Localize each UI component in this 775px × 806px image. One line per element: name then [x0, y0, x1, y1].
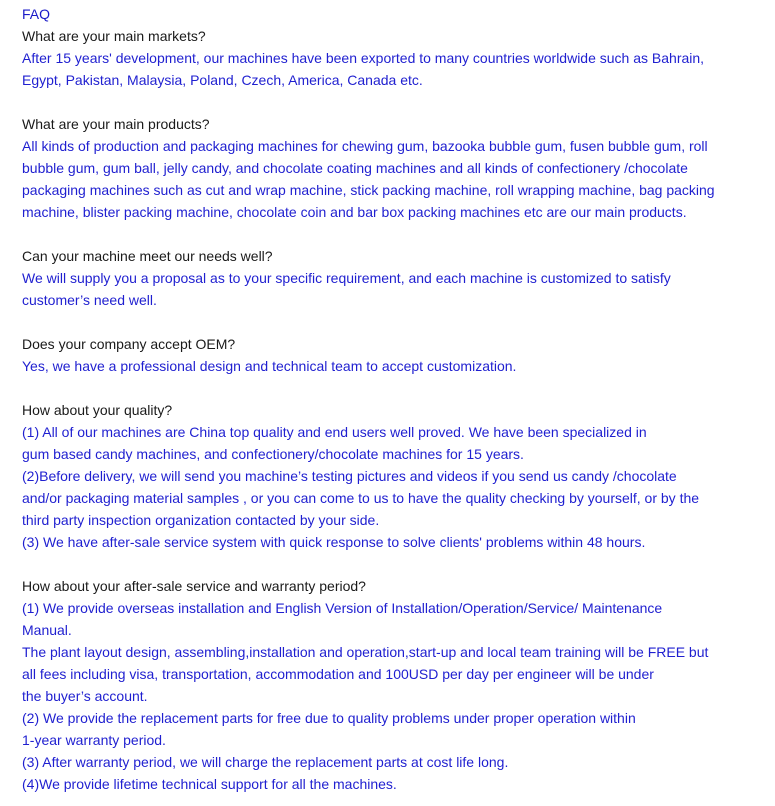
faq-answer-line: gum based candy machines, and confectionery/chocolate machines for 15 years. [22, 446, 524, 462]
faq-answer-line: (3) After warranty period, we will charge the replacement parts at cost life long. [22, 754, 509, 770]
faq-document [22, 3, 767, 795]
section-spacer [22, 377, 767, 399]
section-spacer [22, 553, 767, 575]
faq-answer-line: (3) We have after-sale service system with quick response to solve clients' problems within 48 hours. [22, 534, 646, 550]
faq-question: How about your after-sale service and warranty period? [22, 578, 366, 594]
faq-answer-line: After 15 years' development, our machines have been exported to many countries worldwide such as Bahrain, [22, 50, 705, 66]
faq-answer-line: Egypt, Pakistan, Malaysia, Poland, Czech, America, Canada etc. [22, 72, 423, 88]
faq-answer-line: packaging machines such as cut and wrap machine, stick packing machine, roll wrapping machine, bag packing [22, 182, 715, 198]
faq-answer-line: All kinds of production and packaging machines for chewing gum, bazooka bubble gum, fusen bubble gum, roll [22, 138, 708, 154]
faq-answer-line: (1) We provide overseas installation and English Version of Installation/Operation/Service/ Maintenance [22, 600, 663, 616]
faq-answer-line: (1) All of our machines are China top quality and end users well proved. We have been specialized in [22, 424, 647, 440]
faq-answer-line: The plant layout design, assembling,installation and operation,start-up and local team training will be FREE but [22, 644, 709, 660]
faq-question: What are your main markets? [22, 28, 206, 44]
faq-answer-line: Yes, we have a professional design and technical team to accept customization. [22, 358, 517, 374]
faq-answer-line: 1-year warranty period. [22, 732, 166, 748]
faq-answer-line: bubble gum, gum ball, jelly candy, and chocolate coating machines and all kinds of confectionery /chocolate [22, 160, 688, 176]
faq-answer-line: machine, blister packing machine, chocolate coin and bar box packing machines etc are our main products. [22, 204, 687, 220]
faq-answer-line: third party inspection organization contacted by your side. [22, 512, 380, 528]
faq-question: What are your main products? [22, 116, 210, 132]
faq-answer-line: all fees including visa, transportation, accommodation and 100USD per day per engineer will be under [22, 666, 654, 682]
section-spacer [22, 311, 767, 333]
faq-answer-line: (2)Before delivery, we will send you machine’s testing pictures and videos if you send us candy /chocolate [22, 468, 677, 484]
section-spacer [22, 91, 767, 113]
faq-answer-line: (4)We provide lifetime technical support for all the machines. [22, 776, 397, 792]
faq-question: How about your quality? [22, 402, 173, 418]
section-spacer [22, 223, 767, 245]
faq-question: Does your company accept OEM? [22, 336, 236, 352]
faq-answer-line: We will supply you a proposal as to your specific requirement, and each machine is customized to satisfy [22, 270, 671, 286]
faq-answer-line: (2) We provide the replacement parts for free due to quality problems under proper operation within [22, 710, 636, 726]
faq-answer-line: customer’s need well. [22, 292, 157, 308]
page-title: FAQ [22, 6, 51, 22]
faq-answer-line: Manual. [22, 622, 72, 638]
faq-answer-line: the buyer’s account. [22, 688, 148, 704]
faq-answer-line: and/or packaging material samples , or you can come to us to have the quality checking by yourself, or by the [22, 490, 700, 506]
faq-question: Can your machine meet our needs well? [22, 248, 273, 264]
